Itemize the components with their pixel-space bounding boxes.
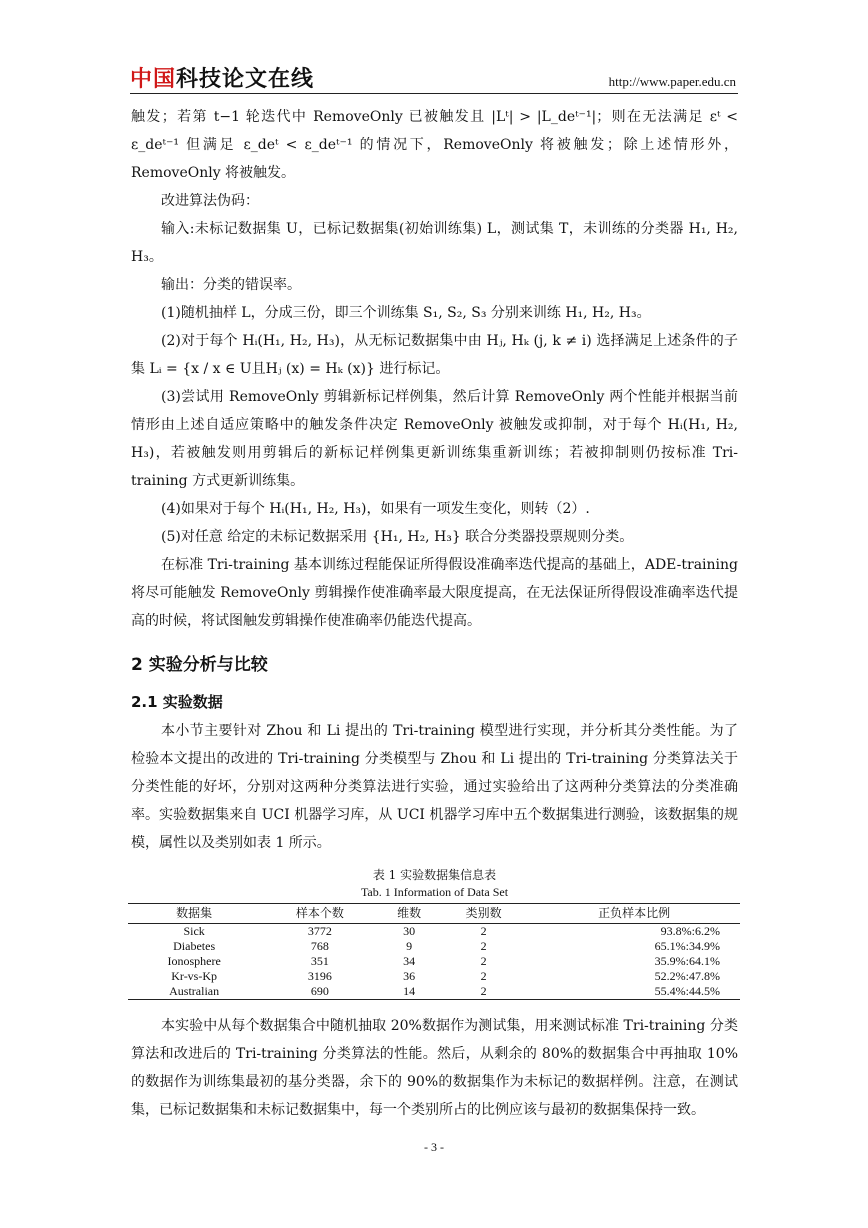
- cell-samples: 768: [310, 939, 329, 953]
- cell-classes: 2: [480, 924, 487, 938]
- header-ratio: 正负样本比例: [528, 904, 740, 924]
- cell-dims: 14: [379, 984, 439, 1000]
- cell-ratio: 65.1%:34.9%: [654, 939, 720, 953]
- paragraph-data-intro: 本小节主要针对 Zhou 和 Li 提出的 Tri-training 模型进行实现，并分析其分类性能。为了检验本文提出的改进的 Tri-training 分类模型与 Zhou 和 Li 提出的 Tri-training 分类算法关于分类性能的好坏，分别对这两种分类算法进行实验，通过实验给出了这两种分类算法的分类准确率。实验数据集来自 UCI 机器学习库，从 UCI 机器学习库中五个数据集进行测验，该数据集的规模，属性以及类别如表 1 所示。: [131, 723, 738, 851]
- cell-dims: 34: [403, 954, 416, 968]
- cell-dataset: Kr-vs-Kp: [171, 969, 218, 983]
- cell-samples: 690: [260, 984, 379, 1000]
- cell-dataset: Diabetes: [173, 939, 216, 953]
- cell-dims: 30: [403, 924, 416, 938]
- paragraph-input: 输入:未标记数据集 U，已标记数据集(初始训练集) L，测试集 T，未训练的分类器 H₁, H₂, H₃。: [131, 221, 738, 265]
- cell-dims: 36: [403, 969, 416, 983]
- cell-ratio: 55.4%:44.5%: [528, 984, 740, 1000]
- paragraph-output: 输出：分类的错误率。: [161, 277, 301, 293]
- cell-classes: 2: [480, 969, 487, 983]
- table-row: [128, 924, 740, 940]
- dataset-table: [128, 903, 740, 1000]
- table-row: [128, 954, 740, 969]
- cell-samples: 351: [310, 954, 329, 968]
- header-dataset: 数据集: [128, 904, 260, 924]
- cell-ratio: 35.9%:64.1%: [654, 954, 720, 968]
- section-heading: 2 实验分析与比较: [131, 655, 268, 675]
- cell-dataset: Ionosphere: [167, 954, 221, 968]
- cell-ratio: 93.8%:6.2%: [660, 924, 720, 938]
- table-caption-cn: 表 1 实验数据集信息表: [372, 868, 497, 882]
- subsection-heading: 2.1 实验数据: [131, 693, 223, 711]
- header-dims: 维数: [379, 904, 439, 924]
- cell-classes: 2: [480, 954, 487, 968]
- paragraph-experiment-setup: 本实验中从每个数据集合中随机抽取 20%数据作为测试集，用来测试标准 Tri-training 分类算法和改进后的 Tri-training 分类算法的性能。然后，从剩余的 80%的数据集合中再抽取 10%的数据作为训练集最初的基分类器，余下的 90%的数据集作为未标记的数据样例。注意，在测试集，已标记数据集和未标记数据集中，每一个类别所占的比例应该与最初的数据集保持一致。: [131, 1018, 738, 1118]
- cell-classes: 2: [439, 984, 528, 1000]
- paragraph-step-2: (2)对于每个 Hᵢ(H₁, H₂, H₃)，从无标记数据集中由 Hⱼ, Hₖ (j, k ≠ i) 选择满足上述条件的子集 Lᵢ = {x / x ∈ U且Hⱼ (x) = Hₖ (x)} 进行标记。: [131, 333, 738, 377]
- cell-samples: 3772: [307, 924, 332, 938]
- logo-black-part: 科技论文在线: [176, 67, 315, 92]
- table-caption-en: Tab. 1 Information of Data Set: [360, 885, 509, 899]
- paragraph-pseudocode-title: 改进算法伪码：: [161, 193, 259, 209]
- page-body: [131, 103, 738, 1124]
- paragraph-step-5: (5)对任意 给定的未标记数据采用 {H₁, H₂, H₃} 联合分类器投票规则分类。: [161, 529, 634, 545]
- header-classes: 类别数: [439, 904, 528, 924]
- paragraph-step-4: (4)如果对于每个 Hᵢ(H₁, H₂, H₃)，如果有一项发生变化，则转（2）.: [161, 501, 590, 517]
- cell-dims: 9: [406, 939, 413, 953]
- table-row: [128, 969, 740, 984]
- table-row: [128, 939, 740, 954]
- header-rule: [130, 93, 738, 94]
- table-row: [128, 984, 740, 1000]
- cell-dataset: Sick: [183, 924, 205, 938]
- cell-classes: 2: [480, 939, 487, 953]
- paragraph-step-3: (3)尝试用 RemoveOnly 剪辑新标记样例集，然后计算 RemoveOnly 两个性能并根据当前情形由上述自适应策略中的触发条件决定 RemoveOnly 被触发或抑制，对于每个 Hᵢ(H₁, H₂, H₃)，若被触发则用剪辑后的新标记样例集更新训练集重新训练；若被抑制则仍按标准 Tri-training 方式更新训练集。: [131, 389, 738, 489]
- cell-ratio: 52.2%:47.8%: [654, 969, 720, 983]
- header-url[interactable]: http://www.paper.edu.cn: [608, 74, 736, 89]
- cell-dataset: Australian: [128, 984, 260, 1000]
- cell-samples: 3196: [307, 969, 332, 983]
- table-header-row: [128, 904, 740, 924]
- logo-red-part: 中国: [130, 67, 177, 92]
- page-number: - 3 -: [424, 1140, 444, 1154]
- paragraph-trigger-rules: 触发；若第 t−1 轮迭代中 RemoveOnly 已被触发且 |Lᵗ| > |L_deᵗ⁻¹|；则在无法满足 εᵗ < ε_deᵗ⁻¹ 但满足 ε_deᵗ < ε_deᵗ⁻¹ 的情况下，RemoveOnly 将被触发；除上述情形外，RemoveOnly 将被触发。: [131, 109, 738, 181]
- paragraph-summary: 在标准 Tri-training 基本训练过程能保证所得假设准确率迭代提高的基础上，ADE-training 将尽可能触发 RemoveOnly 剪辑操作使准确率最大限度提高，在无法保证所得假设准确率迭代提高的时候，将试图触发剪辑操作使准确率仍能迭代提高。: [131, 557, 738, 629]
- header-samples: 样本个数: [260, 904, 379, 924]
- paragraph-step-1: (1)随机抽样 L，分成三份，即三个训练集 S₁, S₂, S₃ 分别来训练 H₁, H₂, H₃。: [161, 305, 651, 321]
- journal-logo: [130, 62, 315, 92]
